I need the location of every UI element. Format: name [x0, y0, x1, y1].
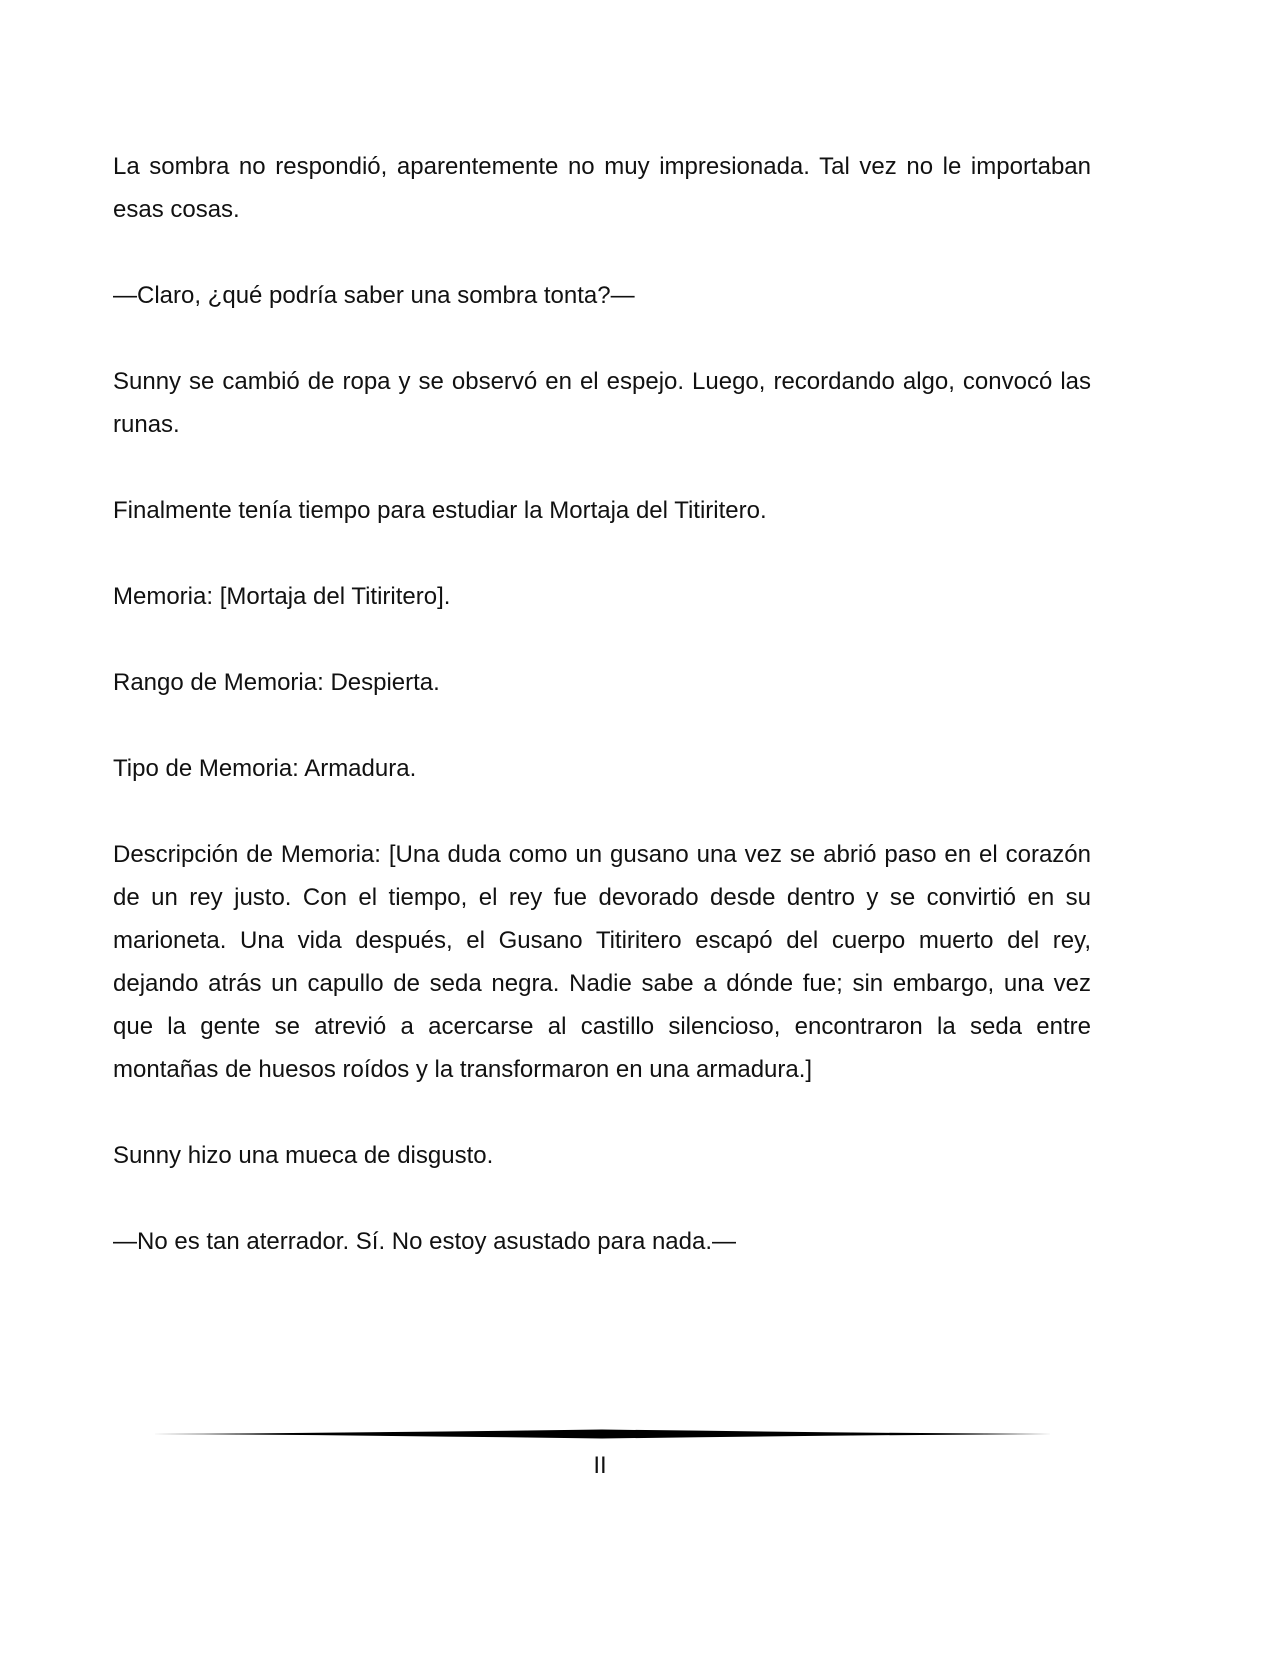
paragraph: —No es tan aterrador. Sí. No estoy asustado para nada.— [113, 1228, 737, 1255]
paragraph: —Claro, ¿qué podría saber una sombra tonta?— [113, 282, 635, 309]
paragraph: Tipo de Memoria: Armadura. [113, 755, 417, 782]
paragraph: Descripción de Memoria: [Una duda como un gusano una vez se abrió paso en el corazón de un rey justo. Con el tiempo, el rey fue devorado desde dentro y se convirtió en su marioneta. Una vida después, el Gusano Titiritero escapó del cuerpo muerto del rey, dejando atrás un capullo de seda negra. Nadie sabe a dónde fue; sin embargo, una vez que la gente se atrevió a acercarse al castillo silencioso, encontraron la seda entre montañas de huesos roídos y la transformaron en una armadura.] [113, 841, 1091, 1083]
paragraph: Rango de Memoria: Despierta. [113, 669, 440, 696]
paragraph: Finalmente tenía tiempo para estudiar la Mortaja del Titiritero. [113, 497, 767, 524]
paragraph: La sombra no respondió, aparentemente no muy impresionada. Tal vez no le importaban esas cosas. [113, 153, 1091, 223]
page-number: II [593, 1452, 607, 1479]
footer-divider [152, 1428, 1052, 1440]
paragraph: Sunny hizo una mueca de disgusto. [113, 1142, 494, 1169]
paragraph: Sunny se cambió de ropa y se observó en el espejo. Luego, recordando algo, convocó las runas. [113, 368, 1091, 438]
paragraph: Memoria: [Mortaja del Titiritero]. [113, 583, 451, 610]
body-text [113, 145, 1091, 1306]
divider-swash [152, 1430, 1052, 1439]
